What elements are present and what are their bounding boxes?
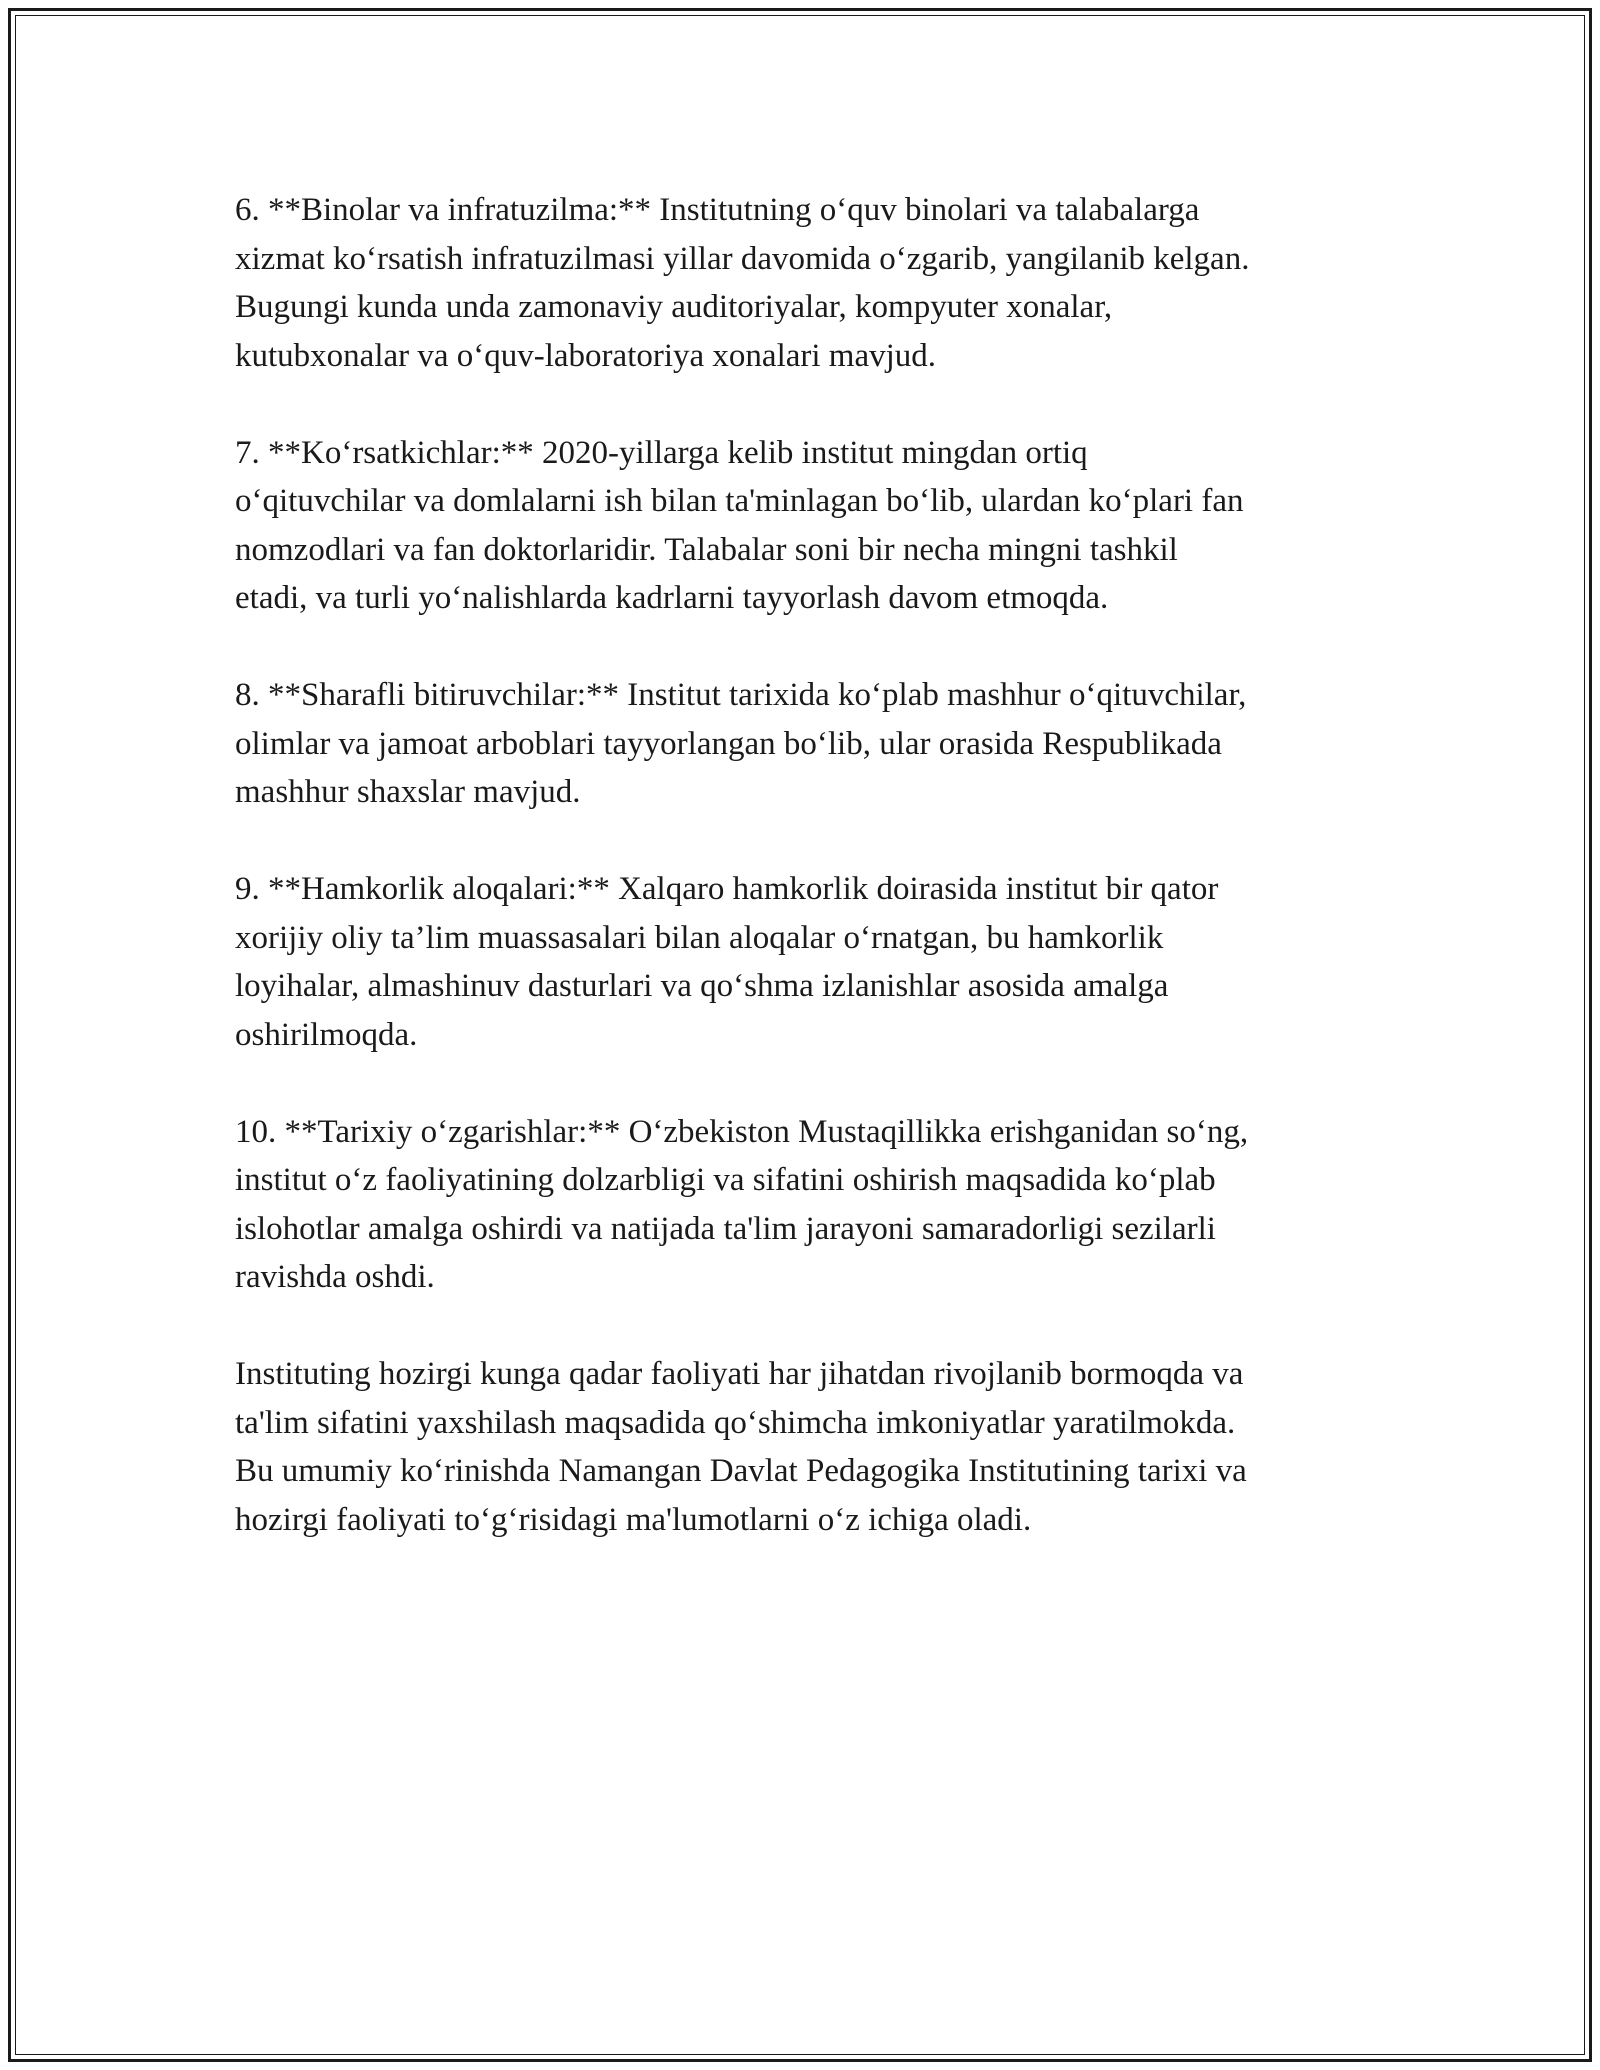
document-body <box>235 186 1375 1593</box>
paragraph-historical-changes: 10. **Tarixiy o‘zgarishlar:** O‘zbekiston Mustaqillikka erishganidan so‘ng, institut o‘z faoliyatining dolzarbligi va sifatini oshirish maqsadida ko‘plab islohotlar amalga oshirdi va natijada ta'lim jarayoni samaradorligi sezilarli ravishda oshdi. <box>235 1113 1249 1295</box>
paragraph-conclusion: Instituting hozirgi kunga qadar faoliyati har jihatdan rivojlanib bormoqda va ta'lim sifatini yaxshilash maqsadida qo‘shimcha imkoniyatlar yaratilmokda. Bu umumiy ko‘rinishda Namangan Davlat Pedagogika Institutining tarixi va hozirgi faoliyati to‘g‘risidagi ma'lumotlarni o‘z ichiga oladi. <box>235 1356 1247 1538</box>
paragraph-buildings-infrastructure: 6. **Binolar va infratuzilma:** Institutning o‘quv binolari va talabalarga xizmat ko‘rsatish infratuzilmasi yillar davomida o‘zgarib, yangilanib kelgan. Bugungi kunda unda zamonaviy auditoriyalar, kompyuter xonalar, kutubxonalar va o‘quv-laboratoriya xonalari mavjud. <box>235 192 1250 374</box>
paragraph-honored-graduates: 8. **Sharafli bitiruvchilar:** Institut tarixida ko‘plab mashhur o‘qituvchilar, olimlar va jamoat arboblari tayyorlangan bo‘lib, ular orasida Respublikada mashhur shaxslar mavjud. <box>235 677 1247 810</box>
paragraph-indicators: 7. **Ko‘rsatkichlar:** 2020-yillarga kelib institut mingdan ortiq o‘qituvchilar va domlalarni ish bilan ta'minlagan bo‘lib, ulardan ko‘plari fan nomzodlari va fan doktorlaridir. Talabalar soni bir necha mingni tashkil etadi, va turli yo‘nalishlarda kadrlarni tayyorlash davom etmoqda. <box>235 434 1244 616</box>
paragraph-cooperation: 9. **Hamkorlik aloqalari:** Xalqaro hamkorlik doirasida institut bir qator xorijiy oliy ta’lim muassasalari bilan aloqalar o‘rnatgan, bu hamkorlik loyihalar, almashinuv dasturlari va qo‘shma izlanishlar asosida amalga oshirilmoqda. <box>235 871 1219 1053</box>
